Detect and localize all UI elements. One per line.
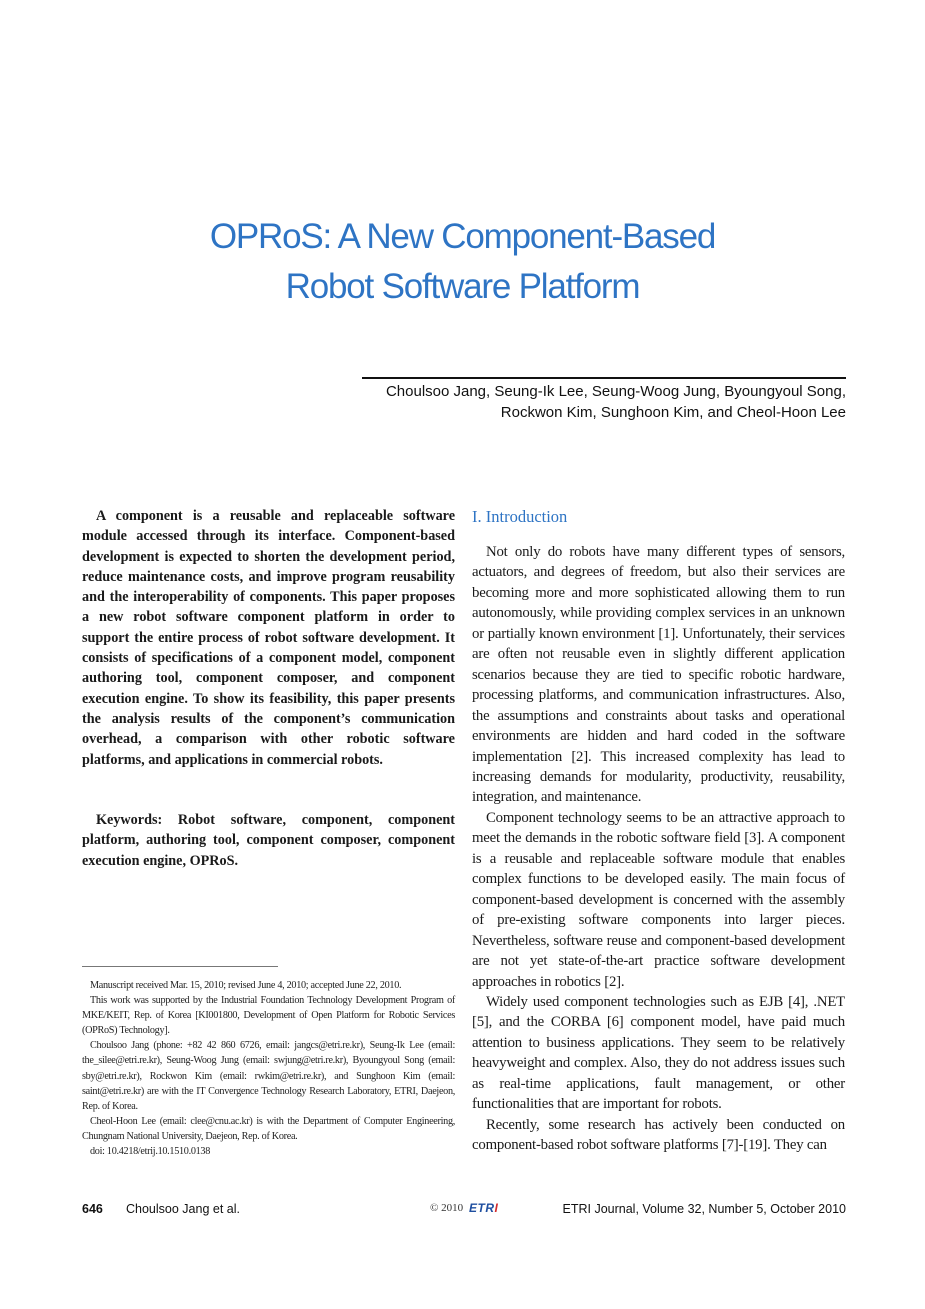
intro-paragraph-4: Recently, some research has actively been conducted on component-based robot software platforms [7]-[19]. They can	[472, 1116, 845, 1154]
footnote-divider	[82, 966, 278, 967]
authors-line-1: Choulsoo Jang, Seung-Ik Lee, Seung-Woog Jung, Byoungyoul Song,	[385, 383, 846, 400]
abstract-text: A component is a reusable and replaceable software module accessed through its interface. Component-based development is expected to shorten the development period, reduce maintenance costs, and improve program reusability and the interoperability of components. This paper proposes a new robot software component platform in order to support the entire process of robot software development. It consists of specifications of a component model, component authoring tool, component composer, and component execution engine. To show its feasibility, this paper presents the analysis results of the component’s communication overhead, a comparison with other robotic software platforms, and applications in commercial robots.	[82, 508, 455, 768]
authors-line-2: Rockwon Kim, Sunghoon Kim, and Cheol-Hoon Lee	[500, 404, 846, 421]
section-heading: I. Introduction	[472, 507, 568, 526]
keywords-text: Keywords: Robot software, component, component platform, authoring tool, component composer, component execution engine, OPRoS.	[82, 812, 455, 869]
introduction-body	[472, 542, 845, 1156]
page-footer	[82, 1202, 846, 1220]
author-list	[300, 381, 846, 423]
keywords	[82, 810, 455, 871]
intro-paragraph-3: Widely used component technologies such as EJB [4], .NET [5], and the CORBA [6] component model, have paid much attention to business applications. They seem to be relatively heavyweight and complex. Also, they do not address issues such as real-time applications, fault management, or other functionalities that are important for robots.	[472, 993, 845, 1113]
footnote-funding: This work was supported by the Industrial Foundation Technology Development Program of MKE/KEIT, Rep. of Korea [KI001800, Development of Open Platform for Robotic Services (OPRoS) Technology].	[82, 995, 455, 1037]
intro-paragraph-2: Component technology seems to be an attractive approach to meet the demands in the robotic software field [3]. A component is a reusable and replaceable software module that enables complex functions to be developed easily. The main focus of component-based development is concerned with the assembly of pre-existing software components into larger pieces. Nevertheless, software reuse and component-based development are not yet state-of-the-art practice software development approaches in robotics [2].	[472, 809, 845, 990]
copyright: © 2010	[430, 1202, 464, 1214]
footnotes	[82, 978, 455, 1159]
title-line-1: OPRoS: A New Component-Based	[209, 217, 716, 256]
journal-info: ETRI Journal, Volume 32, Number 5, October 2010	[562, 1202, 846, 1216]
footnote-manuscript: Manuscript received Mar. 15, 2010; revised June 4, 2010; accepted June 22, 2010.	[90, 980, 402, 991]
etri-logo-part-1: ETR	[469, 1201, 495, 1215]
footnote-doi: doi: 10.4218/etrij.10.1510.0138	[90, 1146, 211, 1158]
abstract	[82, 506, 455, 770]
footnote-coauthor-affiliation: Cheol-Hoon Lee (email: clee@cnu.ac.kr) is with the Department of Computer Engineering, Chungnam National University, Daejeon, Rep. of Korea.	[82, 1115, 455, 1142]
title-line-2: Robot Software Platform	[285, 267, 640, 306]
etri-logo	[469, 1201, 498, 1215]
intro-paragraph-1: Not only do robots have many different types of sensors, actuators, and degrees of freedom, but also their services are becoming more and more sophisticated allowing them to run autonomously, while providing complex services in an unknown or partially known environment [1]. Unfortunately, their services are often not reusable even in slightly different application scenarios because they are tied to specific robotic hardware, processing platforms, and communication infrastructures. Also, the assumptions and constraints about tasks and operational environments are hidden and hard coded in the software implementation [2]. This increased complexity has lead to increasing demands for modularity, productivity, reusability, integration, and maintenance.	[472, 544, 845, 806]
paper-title	[0, 212, 925, 312]
page-number: 646	[82, 1202, 103, 1216]
footnote-authors-affiliation: Choulsoo Jang (phone: +82 42 860 6726, email: jangcs@etri.re.kr), Seung-Ik Lee (email: the_silee@etri.re.kr), Seung-Woog Jung (email: swjung@etri.re.kr), Byoungyoul Song (email: sby@etri.re.kr), Rockwon Kim (email: rwkim@etri.re.kr), and Sunghoon Kim (email: saint@etri.re.kr) are with the IT Convergence Technology Research Laboratory, ETRI, Daejeon, Rep. of Korea.	[82, 1040, 455, 1112]
authors-divider	[362, 377, 846, 379]
etri-logo-part-2: I	[494, 1201, 499, 1215]
running-author: Choulsoo Jang et al.	[126, 1202, 240, 1216]
